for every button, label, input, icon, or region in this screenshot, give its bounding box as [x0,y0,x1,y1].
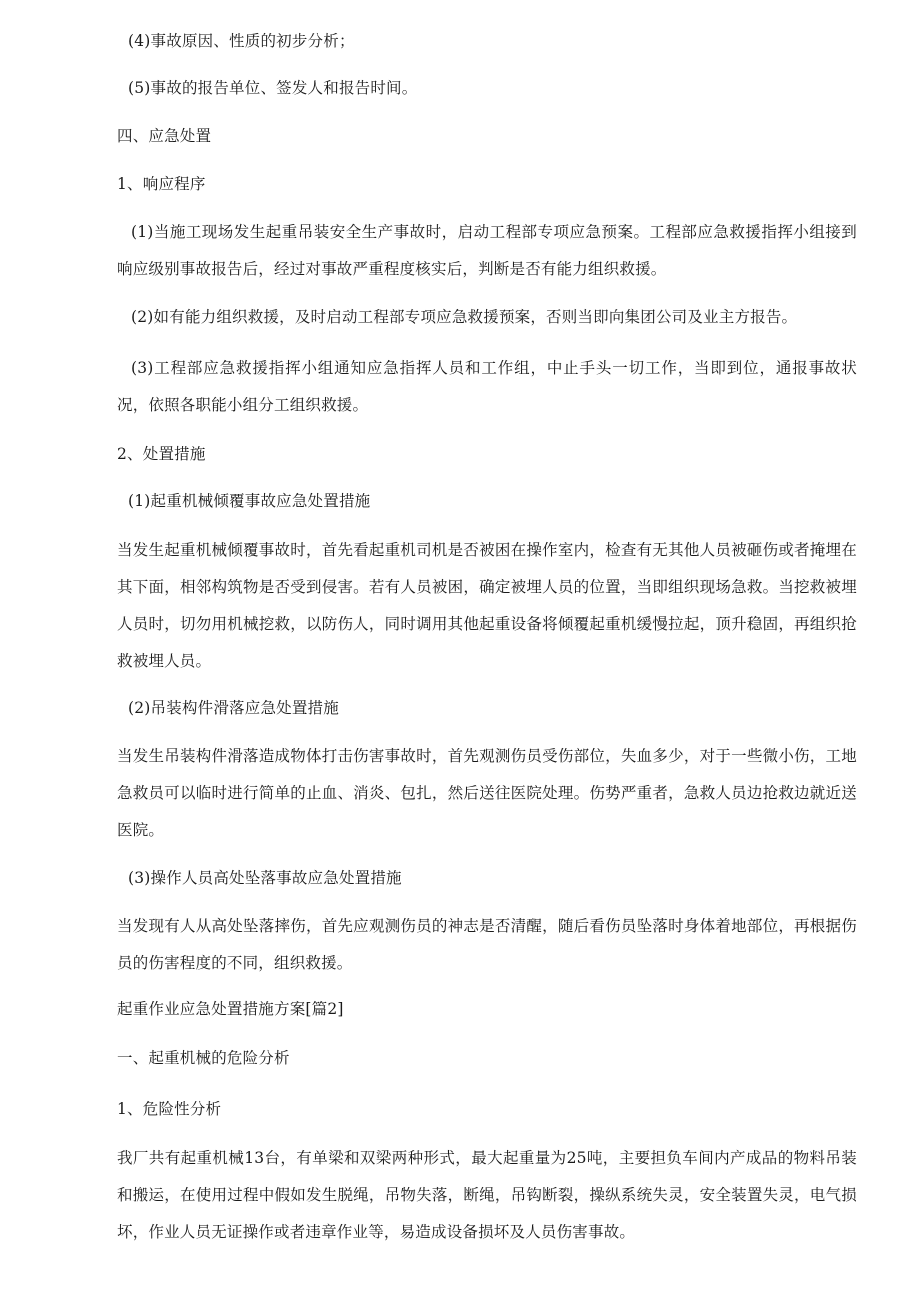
paragraph-response-2-text: (2)如有能力组织救援，及时启动工程部专项应急救援预案，否则当即向集团公司及业主方报告。 [131,308,798,326]
paragraph-response-1 [117,214,857,288]
paragraph-slip-text: 当发生吊装构件滑落造成物体打击伤害事故时，首先观测伤员受伤部位，失血多少，对于一些微小伤，工地急救员可以临时进行简单的止血、消炎、包扎，然后送往医院处理。伤势严重者，急救人员边抢救边就近送医院。 [117,747,857,839]
paragraph-overturn-text: 当发生起重机械倾覆事故时，首先看起重机司机是否被困在操作室内，检查有无其他人员被砸伤或者掩埋在其下面，相邻构筑物是否受到侵害。若有人员被困，确定被埋人员的位置，当即组织现场急救。当挖救被埋人员时，切勿用机械挖救，以防伤人，同时调用其他起重设备将倾覆起重机缓慢拉起，顶升稳固，再组织抢救被埋人员。 [117,541,857,670]
paragraph-response-3-text: (3)工程部应急救援指挥小组通知应急指挥人员和工作组，中止手头一切工作，当即到位，通报事故状况，依照各职能小组分工组织救援。 [117,359,857,414]
paragraph-fall [117,908,857,982]
measure-heading-overturn: (1)起重机械倾覆事故应急处置措施 [128,492,371,510]
document-title-part2: 起重作业应急处置措施方案[篇2] [117,1000,344,1018]
list-item-accident-cause: (4)事故原因、性质的初步分析； [128,32,355,50]
subsection-heading-response: 1、响应程序 [117,175,206,193]
section-heading-hazard: 一、起重机械的危险分析 [117,1049,290,1067]
paragraph-risk-text: 我厂共有起重机械13台，有单梁和双梁两种形式，最大起重量为25吨，主要担负车间内产成品的物料吊装和搬运，在使用过程中假如发生脱绳，吊物失落，断绳，吊钩断裂，操纵系统失灵，安全装置失灵，电气损坏，作业人员无证操作或者违章作业等，易造成设备损坏及人员伤害事故。 [117,1149,857,1241]
paragraph-risk [117,1140,857,1251]
section-heading-emergency: 四、应急处置 [117,127,212,145]
measure-heading-slip: (2)吊装构件滑落应急处置措施 [128,699,339,717]
paragraph-response-1-text: (1)当施工现场发生起重吊装安全生产事故时，启动工程部专项应急预案。工程部应急救援指挥小组接到响应级别事故报告后，经过对事故严重程度核实后，判断是否有能力组织救援。 [117,223,857,278]
measure-heading-fall: (3)操作人员高处坠落事故应急处置措施 [128,869,402,887]
paragraph-response-2 [117,299,857,336]
paragraph-response-3 [117,350,857,424]
subsection-heading-risk: 1、危险性分析 [117,1100,222,1118]
paragraph-fall-text: 当发现有人从高处坠落摔伤，首先应观测伤员的神志是否清醒，随后看伤员坠落时身体着地部位，再根据伤员的伤害程度的不同，组织救援。 [117,917,857,972]
list-item-report-unit: (5)事故的报告单位、签发人和报告时间。 [128,79,418,97]
subsection-heading-measures: 2、处置措施 [117,445,206,463]
paragraph-overturn [117,532,857,680]
paragraph-slip [117,738,857,849]
